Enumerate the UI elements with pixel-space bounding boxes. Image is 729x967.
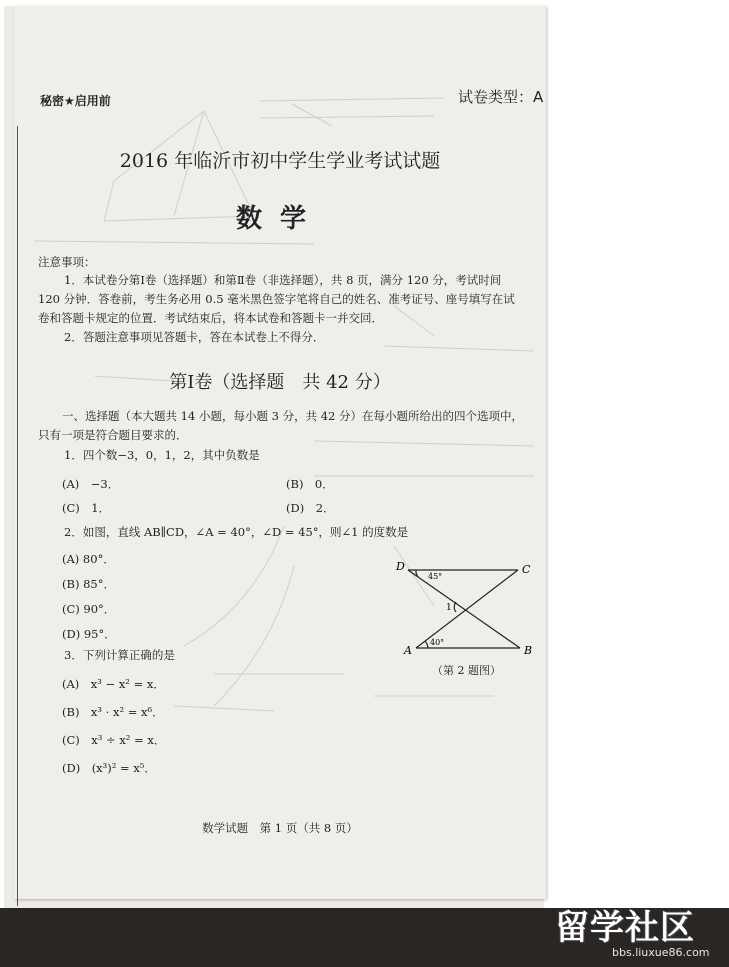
watermark-brand: 留学社区 xyxy=(555,908,695,948)
q1-option-c: (C) 1． xyxy=(62,501,111,515)
part1-title: 第Ⅰ卷（选择题 共 42 分） xyxy=(169,372,391,393)
q2-stem: 2．如图，直线 AB∥CD，∠A = 40°，∠D = 45°，则∠1 的度数是 xyxy=(64,525,409,539)
label-angle-1: 1 xyxy=(446,603,452,613)
label-a: A xyxy=(404,644,412,657)
q2-option-c: (C) 90°． xyxy=(62,602,116,616)
section1-intro-line2: 只有一项是符合题目要求的． xyxy=(38,428,188,442)
q2-option-d: (D) 95°． xyxy=(62,627,116,641)
q1-option-d: (D) 2． xyxy=(286,501,335,515)
exam-title: 2016 年临沂市初中学生学业考试试题 xyxy=(119,150,441,172)
label-b: B xyxy=(524,644,533,657)
q3-option-a: (A) x³ − x² = x． xyxy=(62,677,165,691)
q2-figure-caption: （第 2 题图） xyxy=(432,664,501,677)
watermark-url: bbs.liuxue86.com xyxy=(612,946,710,959)
q3-option-b: (B) x³ · x² = x⁶． xyxy=(62,705,164,719)
label-c: C xyxy=(522,563,531,576)
q1-option-b: (B) 0． xyxy=(286,477,334,491)
exam-paper-page xyxy=(14,6,546,899)
label-angle-40: 40° xyxy=(430,638,445,647)
notice-heading: 注意事项： xyxy=(38,255,96,269)
notice-item1-line2: 120 分钟．答卷前，考生务必用 0.5 毫米黑色签字笔将自己的姓名、准考证号、座号填写在试 xyxy=(38,292,515,306)
q3-stem: 3．下列计算正确的是 xyxy=(64,648,175,662)
notice-item1-line1: 1．本试卷分第Ⅰ卷（选择题）和第Ⅱ卷（非选择题），共 8 页，满分 120 分，考试时间 xyxy=(64,273,502,287)
subject-title: 数学 xyxy=(235,204,324,234)
q2-option-b: (B) 85°． xyxy=(62,577,115,591)
background-right xyxy=(546,0,729,967)
q2-option-a: (A) 80°． xyxy=(62,552,115,566)
paper-type-label: 试卷类型：A xyxy=(458,88,544,106)
q1-stem: 1．四个数−3，0，1，2，其中负数是 xyxy=(64,448,260,462)
label-angle-45: 45° xyxy=(428,572,443,581)
notice-item2: 2．答题注意事项见答题卡，答在本试卷上不得分． xyxy=(64,330,325,344)
q2-figure xyxy=(390,556,540,661)
site-watermark-logo xyxy=(555,900,695,949)
page-footer: 数学试题 第 1 页（共 8 页） xyxy=(202,821,358,835)
q3-option-d: (D) (x³)² = x⁵． xyxy=(62,761,156,775)
confidential-label: 秘密★启用前 xyxy=(40,94,111,108)
q3-option-c: (C) x³ ÷ x² = x． xyxy=(62,733,166,747)
label-d: D xyxy=(396,560,405,573)
notice-item1-line3: 卷和答题卡规定的位置．考试结束后，将本试卷和答题卡一并交回． xyxy=(38,311,383,325)
q1-option-a: (A) −3． xyxy=(62,477,120,491)
angle-a-arc xyxy=(425,641,428,648)
section1-intro-line1: 一、选择题（本大题共 14 小题，每小题 3 分，共 42 分）在每小题所给出的四个选项中， xyxy=(62,409,524,423)
